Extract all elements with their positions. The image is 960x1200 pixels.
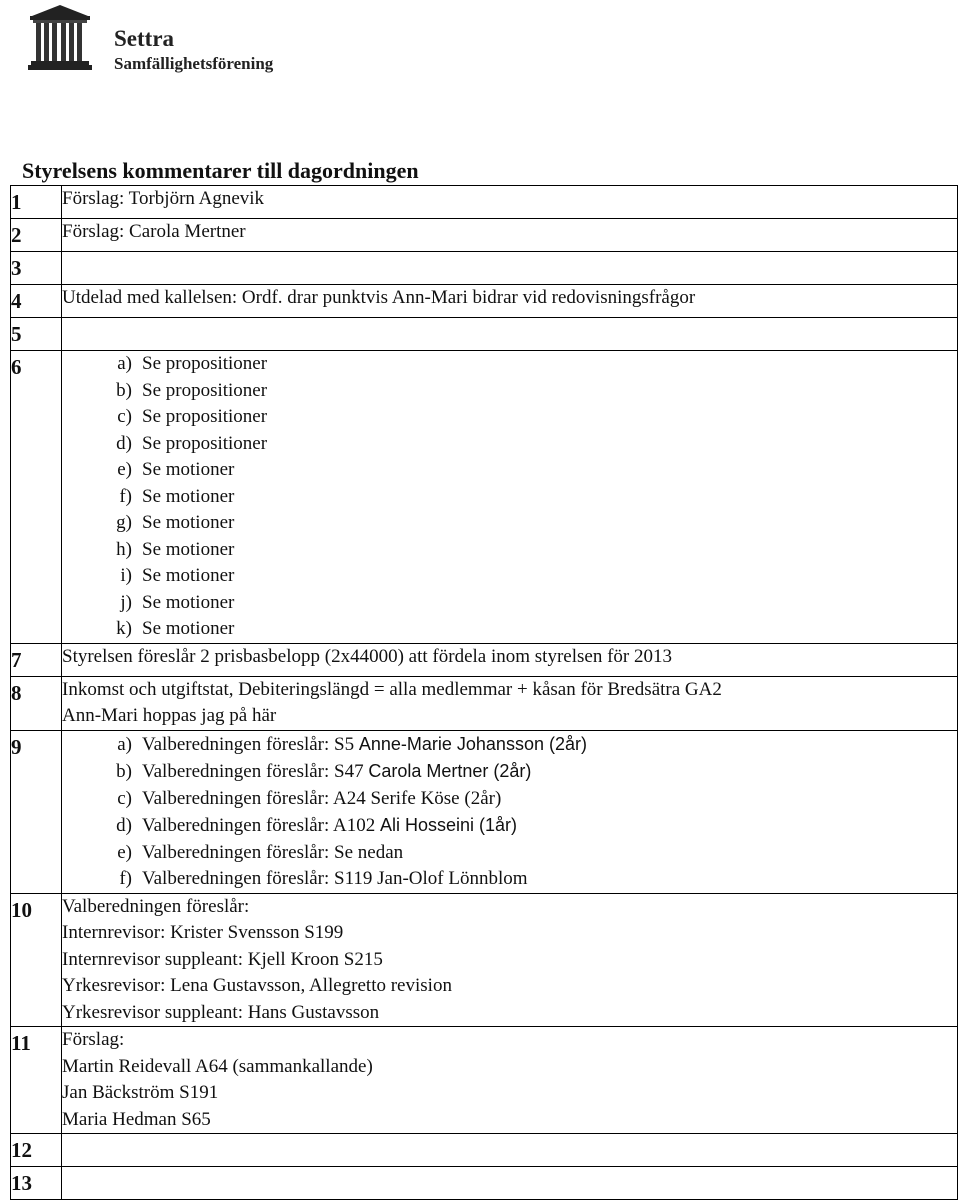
sub-item-label: f) (119, 868, 132, 889)
agenda-item-number: 2 (11, 219, 62, 252)
content-line: Jan Bäckström S191 (62, 1082, 219, 1103)
sub-item (62, 731, 957, 759)
sub-item-text: Se motioner (142, 459, 235, 480)
agenda-row (11, 1134, 958, 1167)
agenda-item-number: 13 (11, 1167, 62, 1200)
content-line: Internrevisor: Krister Svensson S199 (62, 922, 344, 943)
sub-item (62, 431, 957, 458)
sub-item-text: Se motioner (142, 591, 235, 613)
content-line: Förslag: (62, 1029, 125, 1050)
sub-item-label: h) (116, 538, 132, 560)
sub-item-label: c) (117, 406, 132, 427)
sub-item (62, 590, 957, 617)
sub-item-label: b) (116, 761, 132, 782)
agenda-row (11, 893, 958, 1027)
sub-item (62, 378, 957, 405)
document-title: Styrelsens kommentarer till dagordningen (22, 158, 419, 183)
agenda-item-content (62, 252, 958, 285)
content-line: Styrelsen föreslår 2 prisbasbelopp (2x44000) att fördela inom styrelsen för 2013 (62, 645, 672, 667)
content-line: Yrkesrevisor suppleant: Hans Gustavsson (62, 1001, 380, 1023)
agenda-item-content (62, 219, 958, 252)
content-line: Valberedningen föreslår: (62, 895, 250, 917)
sub-item-text: Se motioner (142, 565, 235, 586)
agenda-row (11, 676, 958, 730)
content-line: Inkomst och utgiftstat, Debiteringslängd = alla medlemmar + kåsan för Bredsätra GA2 (62, 678, 722, 700)
agenda-row (11, 730, 958, 893)
agenda-item-number: 12 (11, 1134, 62, 1167)
sub-item-text: Valberedningen föreslår: S47 (142, 761, 369, 782)
sub-item-text: Se propositioner (142, 379, 268, 401)
agenda-item-content (62, 186, 958, 219)
sub-item-text: Se motioner (142, 485, 235, 507)
sub-item-label: e) (117, 841, 132, 863)
agenda-row (11, 219, 958, 252)
agenda-item-content (62, 285, 958, 318)
agenda-item-number: 9 (11, 730, 62, 893)
sub-item-label: b) (116, 379, 132, 401)
sub-item-label: c) (117, 787, 132, 809)
sub-item (62, 758, 957, 786)
content-line: Martin Reidevall A64 (sammankallande) (62, 1055, 373, 1077)
content-line: Utdelad med kallelsen: Ordf. drar punktvis Ann-Mari bidrar vid redovisningsfrågor (62, 287, 696, 308)
sub-item-label: j) (120, 591, 132, 613)
agenda-item-content (62, 730, 958, 893)
sub-item-text: Valberedningen föreslår: S5 (142, 733, 359, 755)
sub-item-label: a) (117, 353, 132, 374)
sub-item-label: e) (117, 459, 132, 480)
sub-item-text: Se propositioner (142, 432, 268, 454)
agenda-row (11, 643, 958, 676)
sub-item-text: Se motioner (142, 512, 235, 533)
content-line: Yrkesrevisor: Lena Gustavsson, Allegretto revision (62, 975, 452, 996)
sub-item-label: i) (120, 565, 132, 586)
agenda-item-number: 7 (11, 643, 62, 676)
agenda-item-content (62, 1027, 958, 1134)
agenda-item-content (62, 1167, 958, 1200)
sub-item-name: Carola Mertner (2år) (368, 761, 532, 781)
sub-item-text: Valberedningen föreslår: Se nedan (142, 841, 404, 863)
sub-item-text: Valberedningen föreslår: A24 Serife Köse (2år) (142, 787, 502, 809)
sub-item (62, 840, 957, 867)
agenda-item-number: 6 (11, 351, 62, 644)
agenda-item-content (62, 1134, 958, 1167)
sub-item (62, 537, 957, 564)
letterhead (20, 2, 340, 74)
sub-item-label: f) (119, 485, 132, 507)
agenda-row (11, 186, 958, 219)
sub-item (62, 616, 957, 643)
content-line: Förslag: Carola Mertner (62, 221, 246, 242)
content-line: Internrevisor suppleant: Kjell Kroon S215 (62, 948, 383, 970)
agenda-item-number: 4 (11, 285, 62, 318)
sub-item-label: g) (116, 512, 132, 533)
sub-item-text: Se motioner (142, 538, 235, 560)
sub-item (62, 812, 957, 840)
agenda-item-number: 8 (11, 676, 62, 730)
agenda-row (11, 318, 958, 351)
sub-item-text: Se propositioner (142, 406, 268, 427)
sub-item-text: Valberedningen föreslår: A102 (142, 815, 380, 836)
agenda-row (11, 351, 958, 644)
agenda-item-content (62, 351, 958, 644)
sub-item-text: Se motioner (142, 618, 235, 639)
agenda-row (11, 1167, 958, 1200)
sub-item (62, 404, 957, 431)
agenda-item-number: 10 (11, 893, 62, 1027)
agenda-table (10, 185, 958, 1200)
agenda-row (11, 1027, 958, 1134)
agenda-row (11, 285, 958, 318)
agenda-item-number: 3 (11, 252, 62, 285)
sub-item-label: a) (117, 733, 132, 755)
sub-item-name: Ali Hosseini (1år) (379, 815, 518, 835)
temple-logo-icon (28, 2, 92, 72)
sub-item-label: k) (116, 618, 132, 639)
sub-item (62, 457, 957, 484)
content-line: Maria Hedman S65 (62, 1108, 211, 1130)
agenda-item-number: 5 (11, 318, 62, 351)
sub-item-label: d) (116, 815, 132, 836)
content-line: Förslag: Torbjörn Agnevik (62, 188, 265, 209)
agenda-item-number: 1 (11, 186, 62, 219)
agenda-row (11, 252, 958, 285)
org-subtitle: Samfällighetsförening (114, 54, 274, 73)
sub-item (62, 563, 957, 590)
sub-item-text: Se propositioner (142, 353, 268, 374)
agenda-item-content (62, 676, 958, 730)
content-line: Ann-Mari hoppas jag på här (62, 705, 277, 726)
sub-item (62, 351, 957, 378)
agenda-item-content (62, 318, 958, 351)
sub-item (62, 866, 957, 893)
agenda-item-content (62, 893, 958, 1027)
sub-item (62, 786, 957, 813)
sub-item-text: Valberedningen föreslår: S119 Jan-Olof Lönnblom (142, 868, 528, 889)
agenda-item-content (62, 643, 958, 676)
sub-item (62, 510, 957, 537)
sub-item-name: Anne-Marie Johansson (2år) (358, 733, 587, 754)
agenda-item-number: 11 (11, 1027, 62, 1134)
sub-item-label: d) (116, 432, 132, 454)
org-name: Settra (114, 26, 175, 51)
sub-item (62, 484, 957, 511)
